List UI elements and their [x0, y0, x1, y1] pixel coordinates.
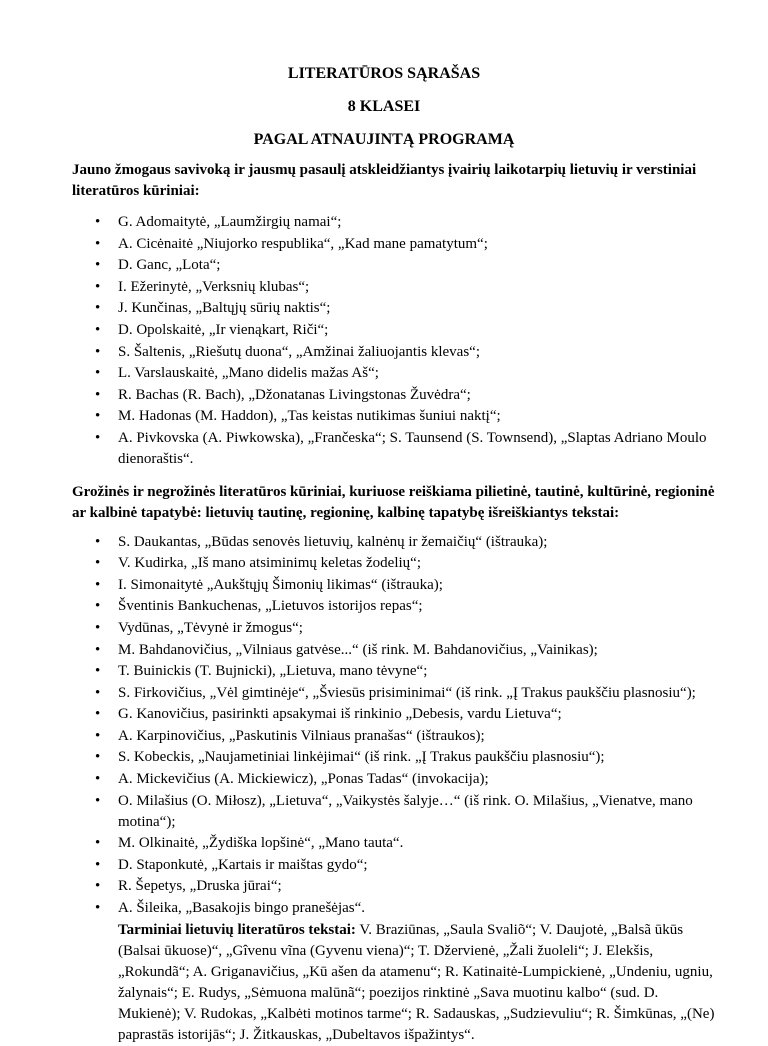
list-item: [72, 596, 722, 617]
bullet-icon: •: [95, 641, 101, 658]
list-item-text: G. Adomaitytė, „Laumžirgių namai“;: [118, 214, 342, 230]
list-item: [72, 342, 722, 363]
list-item-text: O. Milašius (O. Miłosz), „Lietuva“, „Vaikystės šalyje…“ (iš rink. O. Milašius, „Vienatve, mano motina“);: [118, 792, 693, 830]
list-item: [72, 234, 722, 255]
list-item: [72, 277, 722, 298]
list-item-text: D. Opolskaitė, „Ir vienąkart, Riči“;: [118, 321, 329, 338]
list-item: [72, 876, 722, 897]
list-item: [72, 428, 722, 470]
title-line-1: LITERATŪROS SĄRAŠAS: [287, 65, 481, 82]
bullet-icon: •: [95, 619, 101, 636]
list-item: [72, 661, 722, 682]
list-item: [72, 898, 722, 919]
bullet-icon: •: [95, 598, 101, 615]
dialect-texts-body: V. Braziūnas, „Saula Svaliõ“; V. Daujotė, „Balsã ūkūs (Balsai ūkuose)“, „Gîvenu vĩna (Gyvenu viena)“; T. Džervienė, „Žali žuoleli“; J. Elekšis, „Rokundã“; A. Griganavičius, „Kū ašen da atamenu“; R. Katinaitė-Lumpickienė, „Undeniu, ugniu, žalynais“; E. Rudys, „Sėmuona malūnã“; poezijos rinktinė „Sava muotinu kalbo“ (sud. D. Mukienė); V. Rudokas, „Kalbėti motinos tarme“; R. Sadauskas, „Sudzievuliu“; R. Šimkūnas, „(Ne) paprastās istorijās“; J. Žitkauskas, „Dubeltavos išpažintys“.: [118, 921, 715, 1043]
list-item-text: A. Šileika, „Basakojis bingo pranešėjas“.: [118, 900, 366, 917]
bullet-icon: •: [95, 343, 101, 360]
list-item: [72, 747, 722, 768]
bullet-icon: •: [95, 878, 101, 895]
bullet-icon: •: [95, 684, 101, 701]
list-item-text: I. Simonaitytė „Aukštųjų Šimonių likimas“ (ištrauka);: [118, 576, 443, 593]
list-item-text: V. Kudirka, „Iš mano atsiminimų keletas žodelių“;: [118, 555, 421, 572]
bullet-icon: •: [95, 792, 101, 809]
list-item-text: A. Pivkovska (A. Piwkowska), „Frančeska“; S. Taunsend (S. Townsend), „Slaptas Adriano Moulo dienoraštis“.: [118, 429, 707, 467]
list-item-text: A. Karpinovičius, „Paskutinis Vilniaus pranašas“ (ištraukos);: [118, 727, 485, 744]
list-item: [72, 855, 722, 876]
dialect-texts-label: Tarminiai lietuvių literatūros tekstai:: [118, 921, 356, 938]
list-item: [72, 833, 722, 854]
list-item-text: M. Bahdanovičius, „Vilniaus gatvėse...“ (iš rink. M. Bahdanovičius, „Vainikas);: [118, 641, 598, 658]
bullet-icon: •: [95, 386, 101, 403]
bullet-icon: •: [95, 214, 101, 230]
list-item: [72, 406, 722, 427]
bullet-icon: •: [95, 576, 101, 593]
bullet-icon: •: [95, 706, 101, 723]
list-item-text: R. Bachas (R. Bach), „Džonatanas Livingstonas Žuvėdra“;: [118, 386, 471, 403]
section-1-heading: Jauno žmogaus savivoką ir jausmų pasaulį atskleidžiantys įvairių laikotarpių lietuvių ir verstiniai literatūros kūriniai:: [72, 162, 697, 199]
title-block: [0, 66, 768, 148]
list-item: [72, 255, 722, 276]
list-item-text: Šventinis Bankuchenas, „Lietuvos istorijos repas“;: [118, 598, 423, 615]
bullet-icon: •: [95, 835, 101, 852]
bullet-icon: •: [95, 300, 101, 317]
list-item: [72, 363, 722, 384]
bullet-icon: •: [95, 727, 101, 744]
document-body: [72, 160, 722, 1046]
list-item-text: S. Daukantas, „Būdas senovės lietuvių, kalnėnų ir žemaičių“ (ištrauka);: [118, 533, 548, 550]
list-item: [72, 553, 722, 574]
list-item: [72, 769, 722, 790]
list-item-text: I. Ežerinytė, „Verksnių klubas“;: [118, 278, 310, 295]
list-item-text: S. Šaltenis, „Riešutų duona“, „Amžinai žaliuojantis klevas“;: [118, 343, 480, 360]
list-item-text: R. Šepetys, „Druska jūrai“;: [118, 878, 282, 895]
bullet-icon: •: [95, 533, 101, 550]
bullet-icon: •: [95, 555, 101, 572]
list-item-text: T. Buinickis (T. Bujnicki), „Lietuva, mano tėvyne“;: [118, 663, 428, 680]
bullet-icon: •: [95, 663, 101, 680]
list-item-text: L. Varslauskaitė, „Mano didelis mažas Aš“;: [118, 365, 379, 382]
title-line-2: 8 KLASEI: [347, 98, 421, 115]
bullet-icon: •: [95, 856, 101, 873]
list-item-text: A. Mickevičius (A. Mickiewicz), „Ponas Tadas“ (invokacija);: [118, 771, 489, 788]
bullet-icon: •: [95, 257, 101, 274]
list-item-text: D. Staponkutė, „Kartais ir maištas gydo“;: [118, 856, 368, 873]
bullet-icon: •: [95, 771, 101, 788]
list-item: [72, 726, 722, 747]
bullet-icon: •: [95, 749, 101, 766]
section-2-heading: Grožinės ir negrožinės literatūros kūriniai, kuriuose reiškiama pilietinė, tautinė, kultūrinė, regioninė ar kalbinė tapatybė: lietuvių tautinę, regioninę, kalbinę tapatybę išreiškiantys tekstai:: [72, 483, 715, 521]
list-item-text: G. Kanovičius, pasirinkti apsakymai iš rinkinio „Debesis, vardu Lietuva“;: [118, 706, 562, 723]
bullet-icon: •: [95, 278, 101, 295]
section-2-list: [72, 532, 722, 920]
list-item-text: J. Kunčinas, „Baltųjų sūrių naktis“;: [118, 300, 331, 317]
list-item: [72, 640, 722, 661]
section-1-list: [72, 212, 722, 470]
list-item: [72, 532, 722, 553]
list-item: [72, 683, 722, 704]
bullet-icon: •: [95, 321, 101, 338]
bullet-icon: •: [95, 429, 101, 446]
list-item-text: M. Olkinaitė, „Žydiška lopšinė“, „Mano tauta“.: [118, 835, 404, 852]
list-item: [72, 704, 722, 725]
title-line-3: PAGAL ATNAUJINTĄ PROGRAMĄ: [253, 131, 515, 148]
list-item: [72, 575, 722, 596]
list-item-text: A. Cicėnaitė „Niujorko respublika“, „Kad mane pamatytum“;: [118, 235, 488, 252]
list-item: [72, 618, 722, 639]
bullet-icon: •: [95, 900, 101, 917]
list-item-text: D. Ganc, „Lota“;: [118, 257, 221, 274]
list-item: [72, 385, 722, 406]
bullet-icon: •: [95, 235, 101, 252]
list-item: [72, 212, 722, 233]
bullet-icon: •: [95, 365, 101, 382]
list-item-text: S. Firkovičius, „Vėl gimtinėje“, „Šviesūs prisiminimai“ (iš rink. „Į Trakus paukščiu plasnosiu“);: [118, 684, 696, 701]
list-item: [72, 320, 722, 341]
list-item-text: M. Hadonas (M. Haddon), „Tas keistas nutikimas šuniui naktį“;: [118, 408, 501, 425]
list-item-text: S. Kobeckis, „Naujametiniai linkėjimai“ (iš rink. „Į Trakus paukščiu plasnosiu“);: [118, 749, 605, 766]
dialect-texts-paragraph: [72, 920, 722, 1046]
bullet-icon: •: [95, 408, 101, 425]
list-item-text: Vydūnas, „Tėvynė ir žmogus“;: [118, 619, 303, 636]
list-item: [72, 298, 722, 319]
list-item: [72, 791, 722, 833]
